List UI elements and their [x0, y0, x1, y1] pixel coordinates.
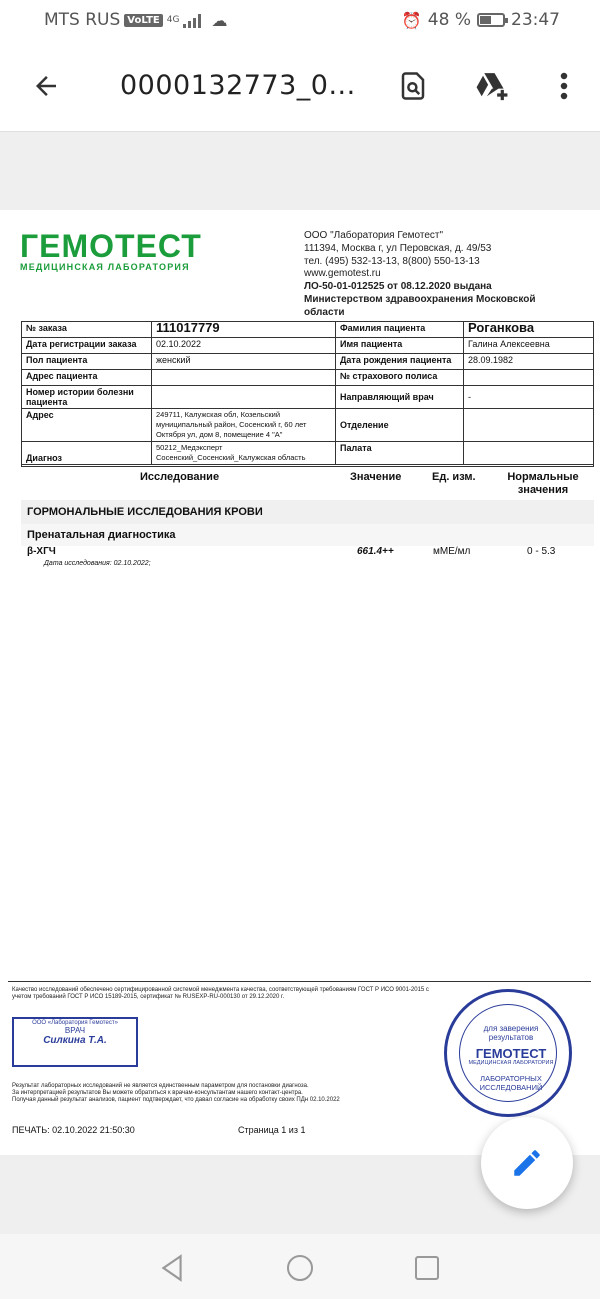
lab-address: 111394, Москва г, ул Перовская, д. 49/53: [304, 242, 492, 254]
pencil-icon: [510, 1146, 544, 1180]
order-label: № заказа: [22, 322, 152, 338]
stamp-doctor-text: ВРАЧ: [64, 1026, 86, 1035]
lab-phone: тел. (495) 532-13-13, 8(800) 550-13-13: [304, 255, 480, 267]
arrow-back-icon: [31, 71, 61, 101]
nav-home-icon: [285, 1253, 315, 1283]
find-in-document-button[interactable]: [389, 62, 437, 110]
sex-label: Пол пациента: [22, 354, 152, 370]
ward-label: Палата: [336, 442, 464, 465]
name-value: Галина Алексеевна: [464, 338, 594, 354]
footer-divider: [8, 981, 591, 982]
seal-bottom-text: ЛАБОРАТОРНЫХ ИССЛЕДОВАНИЙ: [479, 1074, 543, 1092]
more-options-button[interactable]: [540, 62, 588, 110]
patient-address-label: Адрес пациента: [22, 370, 152, 386]
dob-label: Дата рождения пациента: [336, 354, 464, 370]
print-timestamp: ПЕЧАТЬ: 02.10.2022 21:50:30: [12, 1125, 135, 1135]
battery-icon: [477, 13, 505, 27]
nav-back-button[interactable]: [148, 1244, 196, 1292]
carrier-label: MTS RUS: [44, 10, 121, 30]
subgroup-title: Пренатальная диагностика: [21, 524, 594, 546]
order-value: 111017779: [152, 322, 336, 338]
app-bar: [0, 40, 600, 132]
stamp-top-text: ООО «Лаборатория Гемотест»: [32, 1020, 118, 1026]
gemotest-logo: [20, 228, 202, 272]
disclaimer-line-2: За интерпретацией результатов Вы можете обратиться к врачам-консультантам нашего контакт-центра.: [12, 1090, 303, 1096]
quality-note: Качество исследований обеспечено сертифицированной системой менеджмента качества, соответствующей требованиям ГОСТ Р ИСО 9001-2015 с учетом требований ГОСТ Р ИСО 15189-2015, сертификат № RUSEXP-RU-000130 от 29.12.2020 г.: [12, 987, 429, 1000]
policy-value: [464, 370, 594, 386]
col-unit: Ед. изм.: [432, 471, 476, 483]
nav-back-icon: [159, 1253, 185, 1283]
reg-date-label: Дата регистрации заказа: [22, 338, 152, 354]
department-value: [464, 409, 594, 442]
document-page: [0, 210, 600, 1155]
sex-value: женский: [152, 354, 336, 370]
disclaimer-line-1: Результат лабораторных исследований не является единственным параметром для постановки диагноза.: [12, 1083, 309, 1089]
logo-subtitle: МЕДИЦИНСКАЯ ЛАБОРАТОРИЯ: [20, 262, 190, 272]
col-study: Исследование: [140, 471, 220, 483]
doctor-label: Направляющий врач: [336, 386, 464, 409]
lab-seal: [444, 989, 572, 1117]
lab-name: ООО "Лаборатория Гемотест": [304, 230, 444, 241]
doctor-value: -: [464, 386, 594, 409]
battery-percent: 48 %: [427, 10, 471, 30]
system-nav-bar: [0, 1234, 600, 1299]
network-label: 4G: [166, 15, 180, 25]
drive-add-icon: [474, 70, 510, 102]
address-value-2: 50212_Медэксперт Сосенский_Сосенский_Калужская область: [152, 442, 336, 465]
logo-word: ГЕМОТЕСТ: [20, 228, 202, 264]
lab-license: ЛО-50-01-012525 от 08.12.2020 выдана Министерством здравоохранения Московской области: [304, 281, 536, 318]
name-label: Имя пациента: [336, 338, 464, 354]
address-label: Адрес: [22, 409, 152, 442]
signal-icon: [183, 12, 201, 28]
disclaimer: [12, 1083, 412, 1104]
nav-home-button[interactable]: [276, 1244, 324, 1292]
diagnosis-label: Диагноз: [21, 451, 594, 467]
find-in-page-icon: [398, 70, 428, 102]
add-to-drive-button[interactable]: [468, 62, 516, 110]
cloud-icon: ☁: [211, 10, 228, 30]
stamp-name-text: Силкина Т.А.: [43, 1035, 107, 1046]
seal-brand: ГЕМОТЕСТ: [475, 1046, 547, 1061]
status-bar: [0, 0, 600, 40]
clock: 23:47: [511, 10, 560, 30]
volte-badge: VoLTE: [124, 14, 162, 27]
seal-top-text: для заверения результатов: [483, 1024, 539, 1042]
reg-date-value: 02.10.2022: [152, 338, 336, 354]
seal-subtitle: МЕДИЦИНСКАЯ ЛАБОРАТОРИЯ: [468, 1060, 554, 1066]
result-normal: 0 - 5.3: [527, 546, 556, 557]
alarm-icon: ⏰: [401, 10, 422, 30]
policy-label: № страхового полиса: [336, 370, 464, 386]
page-counter: Страница 1 из 1: [238, 1125, 306, 1135]
back-button[interactable]: [22, 62, 70, 110]
col-value: Значение: [350, 471, 402, 483]
result-value: 661.4++: [357, 546, 394, 557]
col-normal: Нормальные значения: [507, 471, 579, 496]
more-vert-icon: [560, 71, 568, 101]
edit-fab-button[interactable]: [481, 1117, 573, 1209]
nav-recents-icon: [414, 1255, 440, 1281]
patient-info-table: [21, 321, 594, 465]
group-title: ГОРМОНАЛЬНЫЕ ИССЛЕДОВАНИЯ КРОВИ: [21, 500, 594, 524]
patient-address-value: [152, 370, 336, 386]
history-value: [152, 386, 336, 409]
dob-value: 28.09.1982: [464, 354, 594, 370]
nav-recents-button[interactable]: [403, 1244, 451, 1292]
doctor-stamp: [12, 1017, 138, 1067]
history-label: Номер истории болезни пациента: [22, 386, 152, 409]
surname-value: Роганкова: [464, 322, 594, 338]
disclaimer-line-3: Получая данный результат анализов, пациент подтверждает, что давал согласие на обработку своих ПДн 02.10.2022: [12, 1097, 340, 1103]
department-label: Отделение: [336, 409, 464, 442]
lab-site: www.gemotest.ru: [304, 268, 381, 280]
address-value: 249711, Калужская обл, Козельский муниципальный район, Сосенский г, 60 лет Октября ул, дом 8, помещение 4 "А": [152, 409, 336, 442]
document-title: 0000132773_0...: [120, 70, 356, 101]
result-unit: мМЕ/мл: [433, 546, 471, 557]
result-date: Дата исследования: 02.10.2022;: [44, 560, 151, 567]
lab-details: [304, 230, 554, 320]
result-name: β-ХГЧ: [27, 546, 56, 557]
surname-label: Фамилия пациента: [336, 322, 464, 338]
